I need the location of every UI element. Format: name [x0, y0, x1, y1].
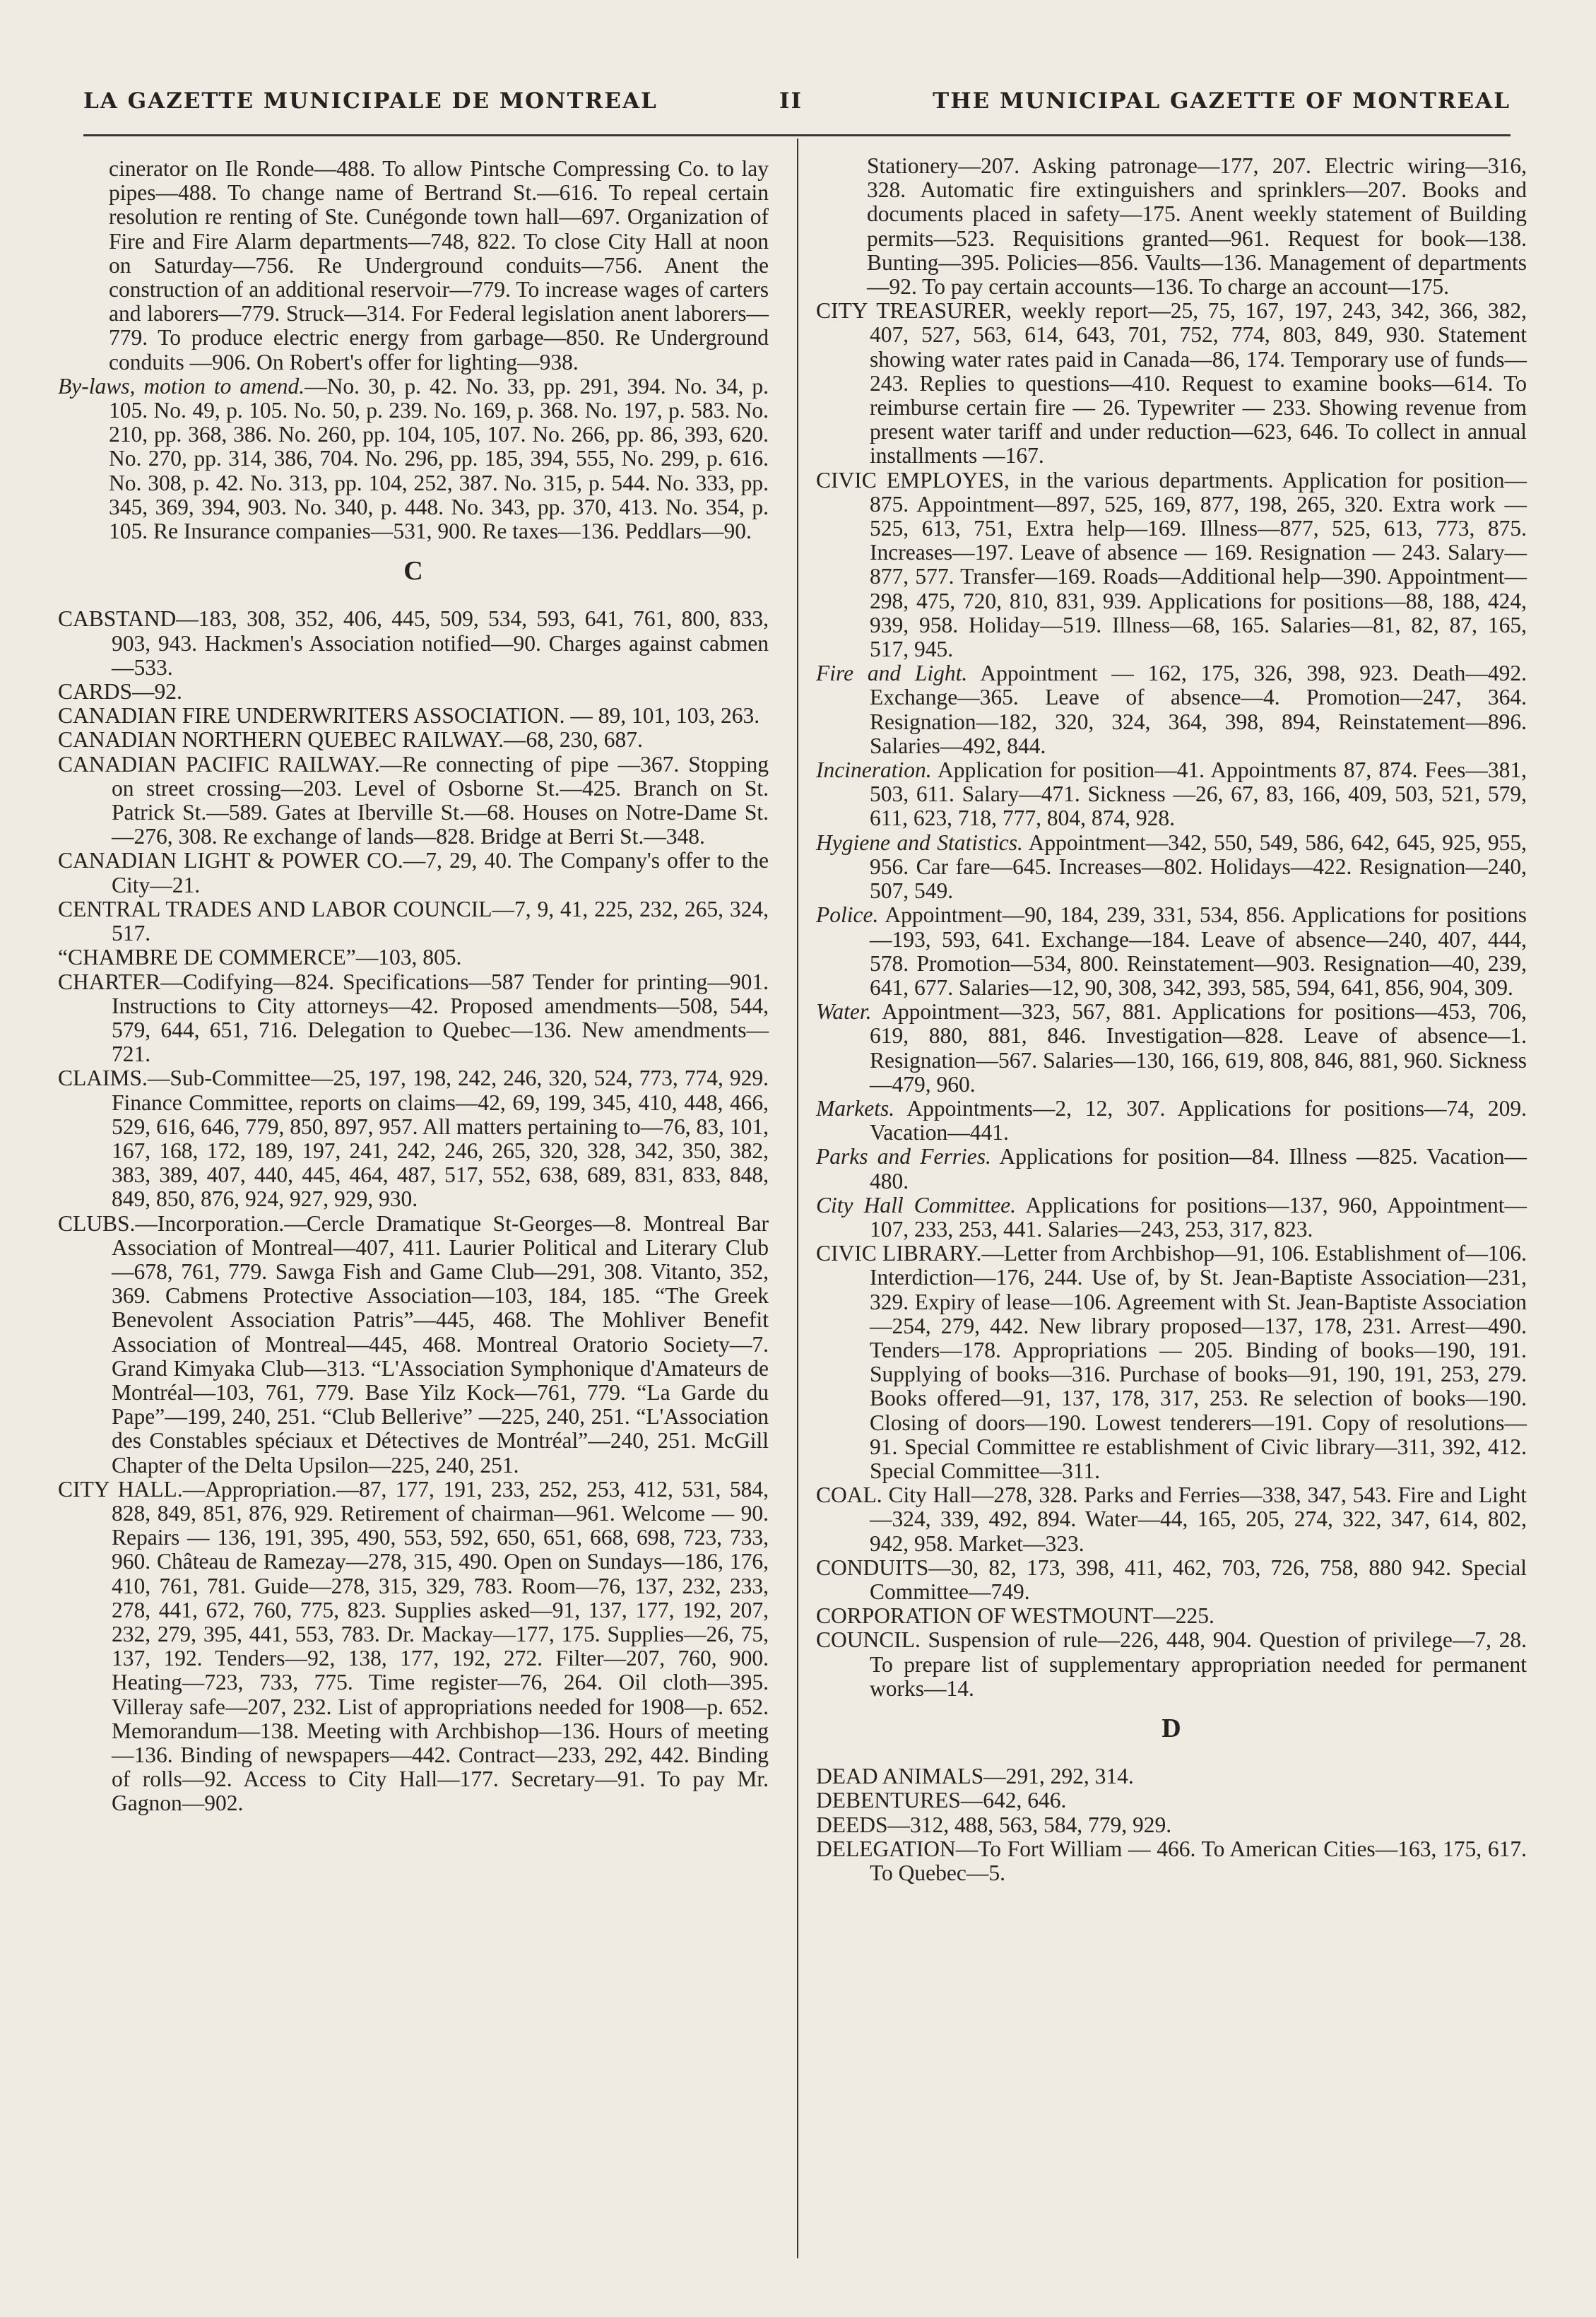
header-rule	[83, 134, 1511, 136]
subentry-text: Application for position—41. Appointments 87, 874. Fees—381, 503, 611. Salary—471. Sickness —26, 67, 83, 166, 409, 503, 521, 579, 611, 623, 718, 777, 804, 874, 928.	[870, 757, 1527, 831]
index-column-right	[816, 154, 1527, 1885]
index-entry-westmount: CORPORATION OF WESTMOUNT—225.	[816, 1603, 1214, 1629]
running-header	[83, 88, 1511, 124]
subentry-text: Appointment—323, 567, 881. Applications for positions—453, 706, 619, 880, 881, 846. Investigation—828. Leave of absence—1. Resignation—567. Salaries—130, 166, 619, 808, 846, 881, 960. Sickness—479, 960.	[870, 999, 1527, 1097]
index-subentry	[816, 903, 1527, 1000]
index-subentry	[816, 1000, 1527, 1097]
header-english-title: THE MUNICIPAL GAZETTE OF MONTREAL	[933, 88, 1511, 114]
index-subentry	[816, 1193, 1527, 1242]
index-entry: CABSTAND—183, 308, 352, 406, 445, 509, 534, 593, 641, 761, 800, 833, 903, 943. Hackmen's Association notified—90. Charges against cabmen—533.	[58, 606, 769, 680]
subentry-text: Appointment—90, 184, 239, 331, 534, 856. Applications for positions—193, 593, 641. Exchange—184. Leave of absence—240, 407, 444, 578. Promotion—534, 800. Reinstatement—903. Resignation—40, 239, 641, 677. Salaries—12, 90, 308, 342, 393, 585, 594, 641, 856, 904, 309.	[870, 902, 1527, 1000]
subentry-label: Water.	[816, 999, 872, 1025]
bylaws-entry	[58, 375, 769, 543]
index-entry: CENTRAL TRADES AND LABOR COUNCIL—7, 9, 41, 225, 232, 265, 324, 517.	[58, 896, 769, 946]
index-subentry	[816, 831, 1527, 904]
subentry-text: Applications for position—84. Illness —825. Vacation—480.	[870, 1144, 1527, 1193]
subentry-label: Markets.	[816, 1095, 895, 1121]
index-entry-coal: COAL. City Hall—278, 328. Parks and Ferries—338, 347, 543. Fire and Light—324, 339, 492, 894. Water—44, 165, 205, 274, 322, 347, 614, 802, 942, 958. Market—323.	[816, 1482, 1527, 1556]
index-entry: CHARTER—Codifying—824. Specifications—587 Tender for printing—901. Instructions to City attorneys—42. Proposed amendments—508, 544, 579, 644, 651, 716. Delegation to Quebec—136. New amendments—721.	[58, 969, 769, 1067]
subentry-text: Appointment — 162, 175, 326, 398, 923. Death—492. Exchange—365. Leave of absence—4. Promotion—247, 364. Resignation—182, 320, 324, 364, 398, 894, Reinstatement—896. Salaries—492, 844.	[870, 661, 1527, 758]
continued-entry: Stationery—207. Asking patronage—177, 207. Electric wiring—316, 328. Automatic fire extinguishers and sprinklers—207. Books and documents placed in safety—175. Anent weekly statement of Building permits—523. Requisitions granted—961. Request for book—138. Bunting—395. Policies—856. Vaults—136. Management of departments—92. To pay certain accounts—136. To charge an account—175.	[867, 153, 1527, 300]
index-entry: CITY HALL.—Appropriation.—87, 177, 191, 233, 252, 253, 412, 531, 584, 828, 849, 851, 876, 929. Retirement of chairman—961. Welcome — 90. Repairs — 136, 191, 395, 490, 553, 592, 650, 651, 668, 698, 723, 733, 960. Château de Ramezay—278, 315, 490. Open on Sundays—186, 176, 410, 761, 781. Guide—278, 315, 329, 783. Room—76, 137, 232, 233, 278, 441, 672, 760, 775, 823. Supplies asked—91, 137, 177, 192, 207, 232, 279, 395, 441, 553, 783. Dr. Mackay—177, 175. Supplies—26, 75, 137, 192. Tenders—92, 138, 177, 192, 272. Filter—207, 760, 900. Heating—723, 733, 775. Time register—76, 264. Oil cloth—395. Villeray safe—207, 232. List of appropriations needed for 1908—p. 652. Memorandum—138. Meeting with Archbishop—136. Hours of meeting—136. Binding of newspapers—442. Contract—233, 292, 442. Binding of rolls—92. Access to City Hall—177. Secretary—91. To pay Mr. Gagnon—902.	[58, 1476, 769, 1816]
index-entry: DELEGATION—To Fort William — 466. To American Cities—163, 175, 617. To Quebec—5.	[816, 1836, 1527, 1886]
section-letter-d: D	[1161, 1714, 1181, 1743]
index-entry: CANADIAN PACIFIC RAILWAY.—Re connecting of pipe —367. Stopping on street crossing—203. Level of Osborne St.—425. Branch on St. Patrick St.—589. Gates at Iberville St.—68. Houses on Notre-Dame St. —276, 308. Re exchange of lands—828. Bridge at Berri St.—348.	[58, 751, 769, 849]
subentry-text: Applications for positions—137, 960, Appointment—107, 233, 253, 441. Salaries—243, 253, 317, 823.	[870, 1192, 1527, 1242]
index-entry: CLAIMS.—Sub-Committee—25, 197, 198, 242, 246, 320, 524, 773, 774, 929. Finance Committee, reports on claims—42, 69, 199, 345, 410, 448, 466, 529, 616, 646, 779, 850, 897, 957. All matters pertaining to—76, 83, 101, 167, 168, 172, 189, 197, 241, 242, 246, 265, 320, 328, 342, 350, 382, 383, 389, 407, 440, 445, 464, 487, 517, 552, 638, 689, 831, 833, 848, 849, 850, 876, 924, 927, 929, 930.	[58, 1066, 769, 1212]
section-c-entries	[58, 607, 769, 1815]
subentry-label: Hygiene and Statistics.	[816, 830, 1023, 855]
subentry-label: Parks and Ferries.	[816, 1144, 991, 1169]
subentry-text: Appointment—342, 550, 549, 586, 642, 645, 925, 955, 956. Car fare—645. Increases—802. Holidays—422. Resignation—240, 507, 549.	[870, 830, 1527, 904]
subentry-label: Incineration.	[816, 757, 932, 783]
subentry-label: Fire and Light.	[816, 661, 968, 686]
index-entry: CLUBS.—Incorporation.—Cercle Dramatique St-Georges—8. Montreal Bar Association of Montreal—407, 411. Laurier Political and Literary Club—678, 761, 779. Sawga Fish and Game Club—291, 308. Vitanto, 352, 369. Cabmens Protective Association—103, 184, 185. “The Greek Benevolent Association Patris”—445, 468. The Mohliver Benefit Association of Montreal—445, 468. Montreal Oratorio Society—7. Grand Kimyaka Club—313. “L'Association Symphonique d'Amateurs de Montréal—103, 761, 779. Base Yilz Kock—761, 779. “La Garde du Pape”—199, 240, 251. “Club Bellerive” —225, 240, 251. “L'Association des Constables spéciaux et Détectives de Montréal”—240, 251. McGill Chapter of the Delta Upsilon—225, 240, 251.	[58, 1210, 769, 1478]
index-column-left	[58, 157, 769, 1816]
page-number: II	[779, 88, 803, 114]
index-subentry	[816, 758, 1527, 831]
index-entry: CANADIAN NORTHERN QUEBEC RAILWAY.—68, 230, 687.	[58, 727, 643, 753]
index-subentry	[816, 1097, 1527, 1145]
index-entry-civic-library: CIVIC LIBRARY.—Letter from Archbishop—91, 106. Establishment of—106. Interdiction—176, 244. Use of, by St. Jean-Baptiste Association—231, 329. Expiry of lease—106. Agreement with St. Jean-Baptiste Association—254, 279, 442. New library proposed—137, 178, 231. Arrest—490. Tenders—178. Appropriations — 205. Binding of books—190, 191. Supplying of books—316. Purchase of books—91, 190, 191, 253, 279. Books offered—91, 137, 178, 317, 253. Re selection of books—190. Closing of doors—190. Lowest tenderers—191. Copy of resolutions—91. Special Committee re establishment of Civic library—311, 392, 412. Special Committee—311.	[816, 1241, 1527, 1483]
section-d-entries	[816, 1764, 1527, 1885]
index-entry: DEEDS—312, 488, 563, 584, 779, 929.	[816, 1812, 1172, 1837]
section-letter-c: C	[403, 556, 423, 586]
index-entry: CANADIAN LIGHT & POWER CO.—7, 29, 40. The Company's offer to the City—21.	[58, 848, 769, 897]
subentry-label: Police.	[816, 902, 879, 928]
index-entry: CARDS—92.	[58, 679, 182, 704]
subentry-text: Appointments—2, 12, 307. Applications for positions—74, 209. Vacation—441.	[870, 1095, 1527, 1145]
header-french-title: LA GAZETTE MUNICIPALE DE MONTREAL	[83, 88, 658, 114]
continued-entry: cinerator on Ile Ronde—488. To allow Pintsche Compressing Co. to lay pipes—488. To change name of Bertrand St.—616. To repeal certain resolution re renting of Ste. Cunégonde town hall—697. Organization of Fire and Fire Alarm departments—748, 822. To close City Hall at noon on Saturday—756. Re Underground conduits—756. Anent the construction of an additional reservoir—779. To increase wages of carters and laborers—779. Struck—314. For Federal legislation anent laborers—779. To produce electric energy from garbage—850. Re Underground conduits —906. On Robert's offer for lighting—938.	[109, 156, 769, 375]
index-entry-civic-employes: CIVIC EMPLOYES, in the various departments. Application for position—875. Appointment—897, 525, 169, 877, 198, 265, 320. Extra work — 525, 613, 751, Extra help—169. Illness—877, 525, 613, 773, 875. Increases—197. Leave of absence — 169. Resignation — 243. Salary—877, 577. Transfer—169. Roads—Additional help—390. Appointment—298, 475, 720, 810, 831, 939. Applications for positions—88, 188, 424, 939, 958. Holiday—519. Illness—68, 165. Salaries—81, 82, 87, 165, 517, 945.	[816, 467, 1527, 662]
bylaws-label: By-laws, motion to amend.	[58, 373, 305, 399]
index-subentry	[816, 661, 1527, 758]
index-entry: CANADIAN FIRE UNDERWRITERS ASSOCIATION. — 89, 101, 103, 263.	[58, 703, 760, 729]
bylaws-text: —No. 30, p. 42. No. 33, pp. 291, 394. No. 34, p. 105. No. 49, p. 105. No. 50, p. 239. No. 169, p. 368. No. 197, p. 583. No. 210, pp. 368, 386. No. 260, pp. 104, 105, 107. No. 266, pp. 86, 393, 620. No. 270, pp. 314, 386, 704. No. 296, pp. 185, 394, 555, No. 299, p. 616. No. 308, p. 42. No. 313, pp. 104, 252, 387. No. 315, p. 544. No. 333, pp. 345, 369, 394, 903. No. 340, p. 448. No. 343, pp. 370, 413. No. 354, p. 105. Re Insurance companies—531, 900. Re taxes—136. Peddlars—90.	[109, 373, 769, 544]
index-entry-council: COUNCIL. Suspension of rule—226, 448, 904. Question of privilege—7, 28. To prepare list of supplementary appropriation needed for permanent works—14.	[816, 1627, 1527, 1701]
index-entry: DEAD ANIMALS—291, 292, 314.	[816, 1764, 1134, 1789]
index-entry-conduits: CONDUITS—30, 82, 173, 398, 411, 462, 703, 726, 758, 880 942. Special Committee—749.	[816, 1555, 1527, 1604]
index-entry: “CHAMBRE DE COMMERCE”—103, 805.	[58, 945, 462, 970]
column-divider	[797, 138, 798, 2258]
civic-employes-subentries	[816, 661, 1527, 1242]
index-entry: DEBENTURES—642, 646.	[816, 1788, 1067, 1813]
index-subentry	[816, 1145, 1527, 1193]
index-entry-city-treasurer: CITY TREASURER, weekly report—25, 75, 167, 197, 243, 342, 366, 382, 407, 527, 563, 614, 643, 701, 752, 774, 803, 849, 930. Statement showing water rates paid in Canada—86, 174. Temporary use of funds—243. Replies to questions—410. Request to examine books—614. To reimburse certain fire — 26. Typewriter — 233. Showing revenue from present water tariff and under reduction—623, 646. To collect in annual installments —167.	[816, 298, 1527, 468]
subentry-label: City Hall Committee.	[816, 1192, 1017, 1218]
